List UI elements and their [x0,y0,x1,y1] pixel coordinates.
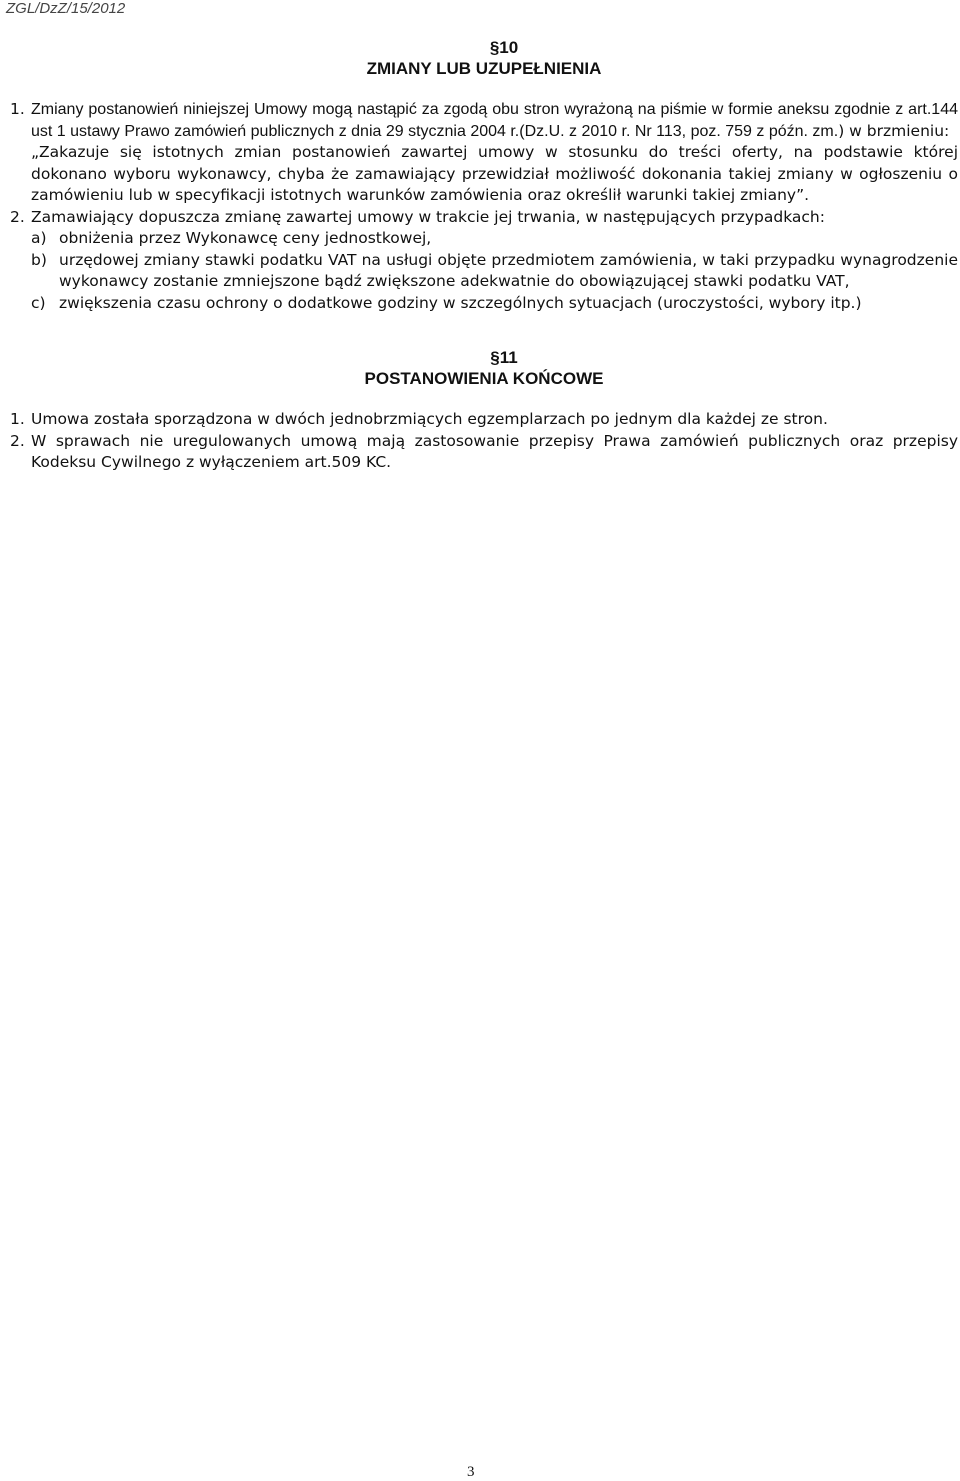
paragraph-1 [10,99,958,207]
paragraph-2 [10,431,958,474]
paragraph-number: 1. [10,410,25,428]
document-body [10,38,958,474]
list-text: zwiększenia czasu ochrony o dodatkowe godziny w szczególnych sytuacjach (uroczystości, wybory itp.) [59,293,862,312]
section-title: ZMIANY LUB UZUPEŁNIENIA [366,59,602,78]
paragraph-2 [10,207,958,229]
list-letter: b) [31,250,47,269]
list-item-a [10,228,958,250]
paragraph-intro-tail: ) w brzmieniu: [838,121,950,140]
list-letter: a) [31,229,47,247]
list-text: obniżenia przez Wykonawcę ceny jednostkowej, [59,229,432,247]
section-11 [10,348,958,474]
list-item-b [10,250,958,293]
document-reference: ZGL/DzZ/15/2012 [6,0,126,17]
paragraph-number: 1. [10,100,25,118]
section-10 [10,38,958,314]
section-number: §10 [489,38,519,57]
paragraph-intro: Zmiany postanowień niniejszej Umowy mogą nastąpić za zgodą obu stron wyrażoną na piśmie w formie aneksu zgodnie z art.144 ust 1 ustawy Prawo zamówień publicznych z dnia 29 stycznia 2004 r.(Dz.U. z 2010 r. Nr 113, poz. 759 z późn. zm. [31,101,958,140]
page-number: 3 [467,1464,475,1480]
list-item-c [10,293,958,315]
list-text: urzędowej zmiany stawki podatku VAT na usługi objęte przedmiotem zamówienia, w taki przypadku wynagrodzenie wykonawcy zostanie zmniejszone bądź zwiększone adekwatnie do obowiązującej stawki podatku VAT, [59,250,958,290]
section-title: POSTANOWIENIA KOŃCOWE [364,369,604,388]
list-letter: c) [31,293,46,312]
paragraph-1 [10,409,958,431]
paragraph-number: 2. [10,207,25,226]
paragraph-number: 2. [10,431,25,450]
paragraph-text: Umowa została sporządzona w dwóch jednobrzmiących egzemplarzach po jednym dla każdej ze stron. [31,410,828,428]
paragraph-text: Zamawiający dopuszcza zmianę zawartej umowy w trakcie jej trwania, w następujących przypadkach: [31,207,825,226]
paragraph-text: W sprawach nie uregulowanych umową mają zastosowanie przepisy Prawa zamówień publicznych oraz przepisy Kodeksu Cywilnego z wyłączeniem art.509 KC. [31,431,958,471]
statute-quote: „Zakazuje się istotnych zmian postanowień zawartej umowy w stosunku do treści oferty, na podstawie której dokonano wyboru wykonawcy, chyba że zamawiający przewidział możliwość dokonania takiej zmiany w ogłoszeniu o zamówieniu lub w specyfikacji istotnych warunków zamówienia oraz określił warunki takiej zmiany”. [31,143,958,204]
section-number: §11 [490,348,518,367]
